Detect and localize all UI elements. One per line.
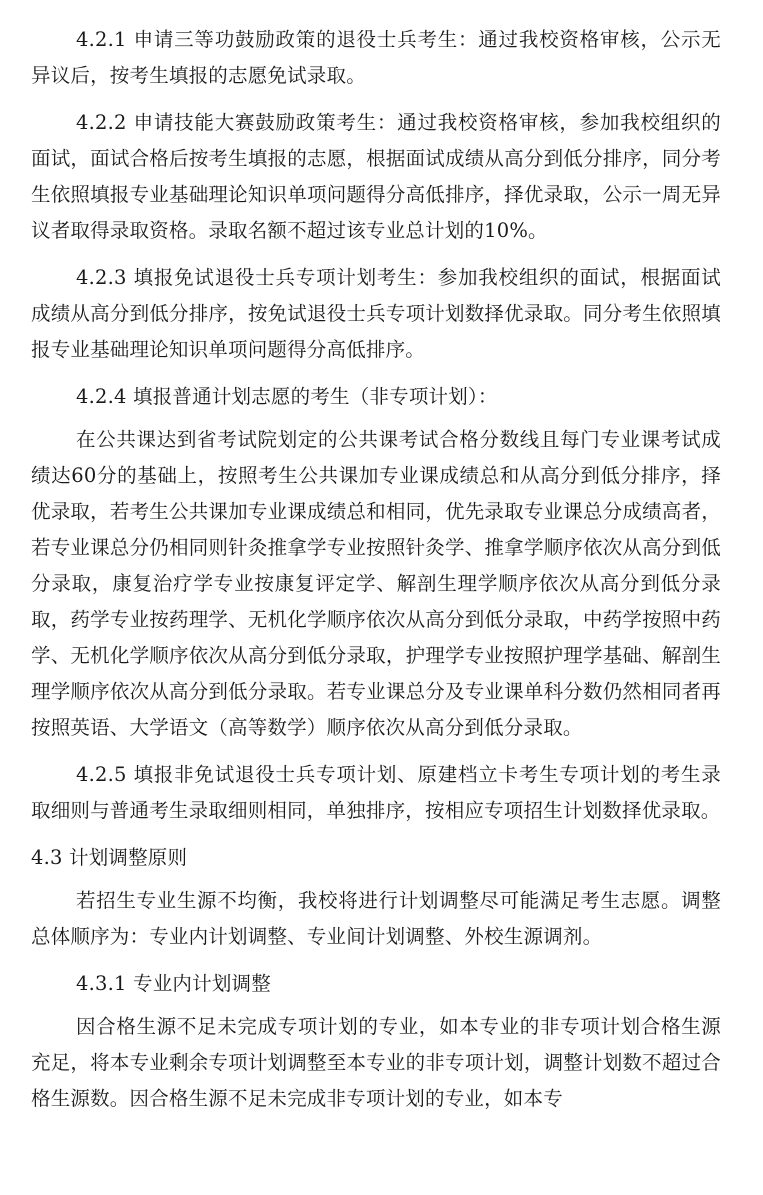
paragraph-4-2-1: 4.2.1 申请三等功鼓励政策的退役士兵考生：通过我校资格审核，公示无异议后，按考生填报的志愿免试录取。 (31, 28, 721, 87)
paragraph-4-3: 若招生专业生源不均衡，我校将进行计划调整尽可能满足考生志愿。调整总体顺序为：专业内计划调整、专业间计划调整、外校生源调剂。 (31, 889, 721, 948)
paragraph-4-3-1: 因合格生源不足未完成专项计划的专业，如本专业的非专项计划合格生源充足，将本专业剩余专项计划调整至本专业的非专项计划，调整计划数不超过合格生源数。因合格生源不足未完成非专项计划的专业，如本专 (31, 1015, 721, 1110)
paragraph-4-2-3: 4.2.3 填报免试退役士兵专项计划考生：参加我校组织的面试，根据面试成绩从高分到低分排序，按免试退役士兵专项计划数择优录取。同分考生依照填报专业基础理论知识单项问题得分高低排序。 (31, 266, 721, 361)
paragraph-4-2-5: 4.2.5 填报非免试退役士兵专项计划、原建档立卡考生专项计划的考生录取细则与普通考生录取细则相同，单独排序，按相应专项招生计划数择优录取。 (31, 763, 721, 822)
paragraph-4-2-2: 4.2.2 申请技能大赛鼓励政策考生：通过我校资格审核，参加我校组织的面试，面试合格后按考生填报的志愿，根据面试成绩从高分到低分排序，同分考生依照填报专业基础理论知识单项问题得分高低排序，择优录取，公示一周无异议者取得录取资格。录取名额不超过该专业总计划的10%。 (31, 111, 721, 242)
document-page (31, 22, 721, 1128)
paragraph-4-2-4-body: 在公共课达到省考试院划定的公共课考试合格分数线且每门专业课考试成绩达60分的基础上，按照考生公共课加专业课成绩总和从高分到低分排序，择优录取，若考生公共课加专业课成绩总和相同，优先录取专业课总分成绩高者，若专业课总分仍相同则针灸推拿学专业按照针灸学、推拿学顺序依次从高分到低分录取，康复治疗学专业按康复评定学、解剖生理学顺序依次从高分到低分录取，药学专业按药理学、无机化学顺序依次从高分到低分录取，中药学按照中药学、无机化学顺序依次从高分到低分录取，护理学专业按照护理学基础、解剖生理学顺序依次从高分到低分录取。若专业课总分及专业课单科分数仍然相同者再按照英语、大学语文（高等数学）顺序依次从高分到低分录取。 (31, 428, 721, 739)
subheading-4-3-1: 4.3.1 专业内计划调整 (76, 972, 271, 995)
heading-4-3: 4.3 计划调整原则 (31, 846, 188, 869)
subheading-4-2-4: 4.2.4 填报普通计划志愿的考生（非专项计划）： (76, 385, 498, 408)
